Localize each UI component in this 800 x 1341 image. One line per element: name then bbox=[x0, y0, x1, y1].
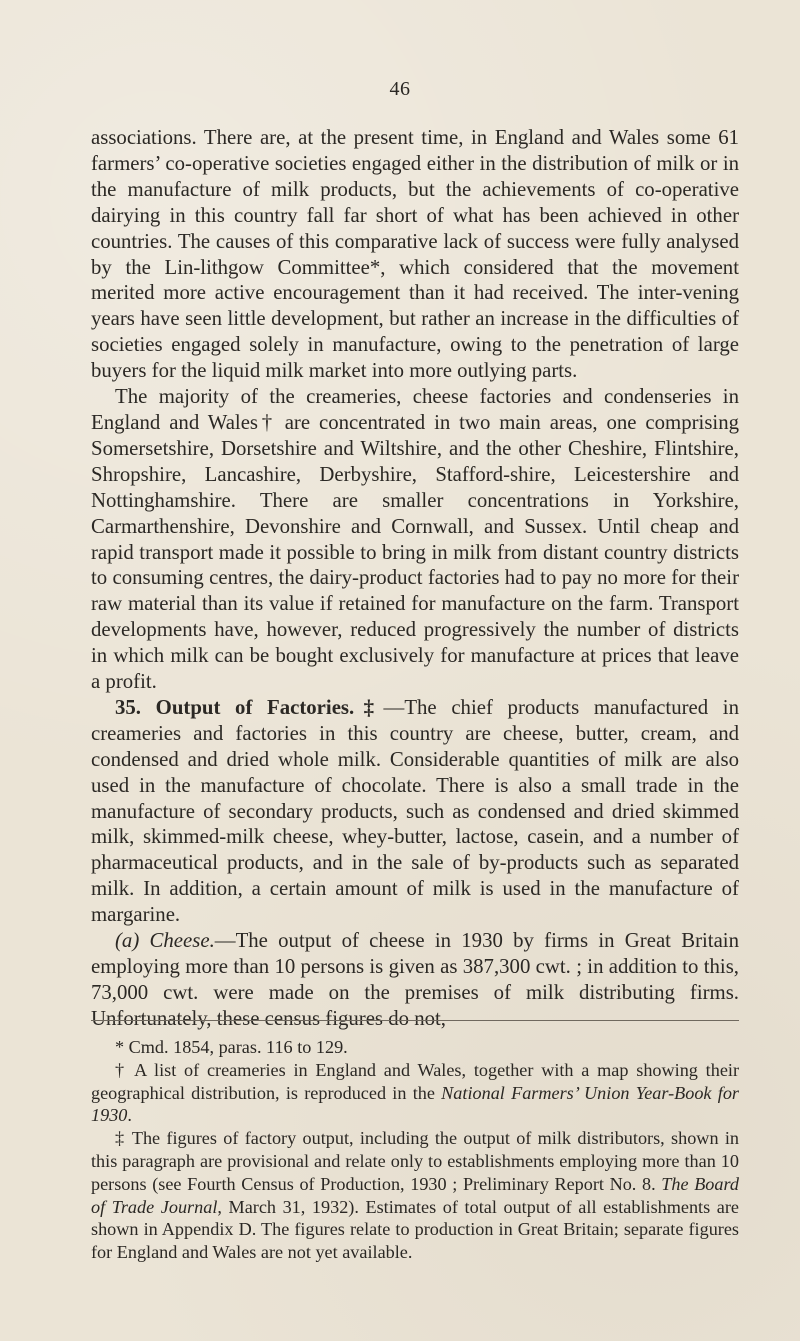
footnote-creameries-text: † A list of creameries in England and Wales, together with a map showing their geographical distribution, is reproduced in the bbox=[91, 1059, 739, 1103]
footnote-divider bbox=[91, 1020, 739, 1021]
main-text bbox=[91, 125, 739, 1032]
paragraph-cheese bbox=[91, 928, 739, 1032]
footnote-creameries-list bbox=[91, 1059, 739, 1127]
footnotes bbox=[91, 1036, 739, 1264]
footnote-yearbook-title: National Farmers’ Union Year-Book for 1930 bbox=[91, 1082, 739, 1126]
footnote-creameries-end: . bbox=[127, 1105, 132, 1126]
footnote-factory-output bbox=[91, 1127, 739, 1264]
subsection-text-cheese: —The output of cheese in 1930 by firms in Great Britain employing more than 10 persons is given as 387,300 cwt. ; in addition to this, 73,000 cwt. were made on the premises of milk distributing firms. Unfortunately, these census figures do not, bbox=[91, 929, 739, 1030]
section-heading-output-of-factories: 35. Output of Factories.‡ bbox=[115, 695, 384, 719]
subsection-label-cheese: (a) Cheese. bbox=[115, 929, 215, 953]
section-text-output-of-factories: —The chief products manufactured in creameries and factories in this country are cheese, butter, cream, and condensed and dried whole milk. Considerable quantities of milk are also used in the manufacture of chocolate. There is also a small trade in the manufacture of secondary products, such as condensed and dried skimmed milk, skimmed-milk cheese, whey-butter, lactose, casein, and a number of pharmaceutical products, and in the sale of by-products such as separated milk. In addition, a certain amount of milk is used in the manufacture of margarine. bbox=[91, 695, 739, 927]
footnote-cmd: * Cmd. 1854, paras. 116 to 129. bbox=[115, 1037, 348, 1057]
page-number: 46 bbox=[389, 78, 411, 100]
paragraph-cooperative-associations: associations. There are, at the present time, in England and Wales some 61 farmers’ co-operative societies engaged either in the distribution of milk or in the manufacture of milk products, but the achievements of co-operative dairying in this country fall far short of what has been achieved in other countries. The causes of this comparative lack of success were fully analysed by the Lin-lithgow Committee*, which considered that the movement merited more active encouragement than it had received. The inter-vening years have seen little development, but rather an increase in the difficulties of societies engaged solely in manufacture, owing to the penetration of large buyers for the liquid milk market into more outlying parts. bbox=[91, 126, 739, 383]
paragraph-output-of-factories bbox=[91, 695, 739, 928]
footnote-output-text: ‡ The figures of factory output, including the output of milk distributors, shown in this paragraph are provisional and relate only to establishments employing more than 10 persons (see Fourth Census of Production, 1930 ; Preliminary Report No. 8. bbox=[91, 1128, 739, 1194]
footnote-output-end: , March 31, 1932). Estimates of total output of all establishments are shown in Appendix D. The figures relate to production in Great Britain; separate figures for England and Wales are not yet available. bbox=[91, 1196, 739, 1263]
footnote-journal-title: The Board of Trade Journal bbox=[91, 1173, 739, 1217]
paragraph-creameries-distribution: The majority of the creameries, cheese factories and condenseries in England and Wales† are concentrated in two main areas, one comprising Somersetshire, Dorsetshire and Wiltshire, and the other Cheshire, Flintshire, Shropshire, Lancashire, Derbyshire, Stafford-shire, Leicestershire and Nottinghamshire. There are smaller concentrations in Yorkshire, Carmarthenshire, Devonshire and Cornwall, and Sussex. Until cheap and rapid transport made it possible to bring in milk from distant country districts to consuming centres, the dairy-product factories had to pay no more for their raw material than its value if retained for manufacture on the farm. Transport developments have, however, reduced progressively the number of districts in which milk can be bought exclusively for manufacture at prices that leave a profit. bbox=[91, 385, 739, 694]
